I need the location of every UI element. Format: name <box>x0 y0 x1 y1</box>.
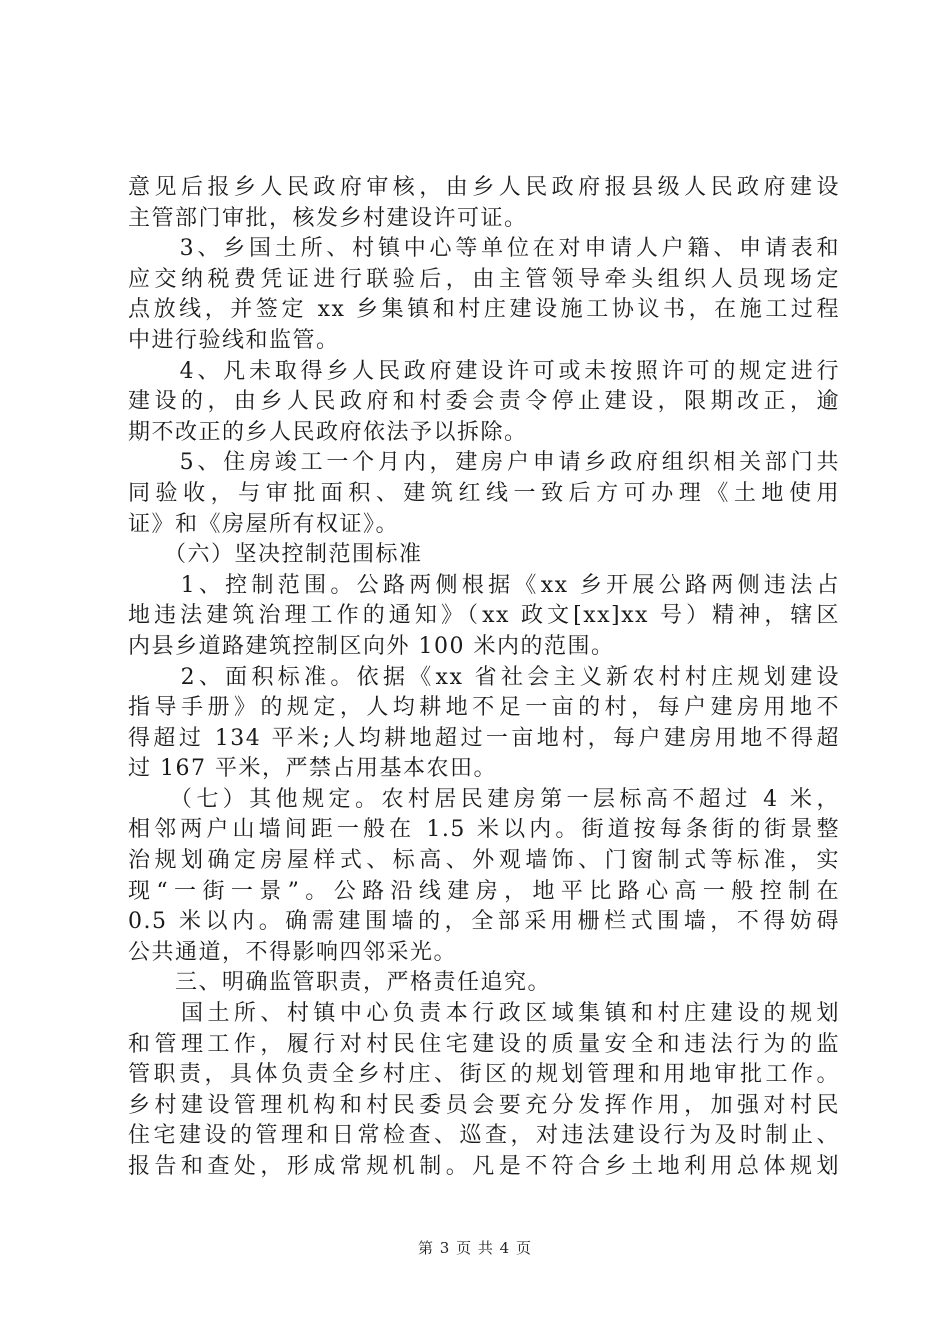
text-line: 1、控制范围。公路两侧根据《xx 乡开展公路两侧违法占 <box>128 572 840 598</box>
section-heading: （六）坚决控制范围标准 <box>128 542 423 568</box>
text-line: 主管部门审批，核发乡村建设许可证。 <box>128 205 528 231</box>
body-text <box>128 173 840 1183</box>
text-line: 和管理工作，履行对村民住宅建设的质量安全和违法行为的监 <box>128 1031 840 1057</box>
section-heading: 三、明确监管职责，严格责任追究。 <box>128 970 552 996</box>
text-line: 点放线，并签定 xx 乡集镇和村庄建设施工协议书，在施工过程 <box>128 297 840 323</box>
text-line: 地违法建筑治理工作的通知》（xx 政文[xx]xx 号）精神，辖区 <box>128 603 840 629</box>
text-line: 中进行验线和监管。 <box>128 327 340 353</box>
text-line: 4、凡未取得乡人民政府建设许可或未按照许可的规定进行 <box>128 358 840 384</box>
text-line: 建设的，由乡人民政府和村委会责令停止建设，限期改正，逾 <box>128 389 840 415</box>
text-line: 期不改正的乡人民政府依法予以拆除。 <box>128 419 528 445</box>
text-line: 现“一街一景”。公路沿线建房，地平比路心高一般控制在 <box>128 878 840 904</box>
text-line: （七）其他规定。农村居民建房第一层标高不超过 4 米， <box>128 786 840 812</box>
text-line: 过 167 平米，严禁占用基本农田。 <box>128 756 497 782</box>
text-line: 报告和查处，形成常规机制。凡是不符合乡土地利用总体规划 <box>128 1154 840 1179</box>
text-line: 住宅建设的管理和日常检查、巡查，对违法建设行为及时制止、 <box>128 1123 840 1149</box>
text-line: 2、面积标准。依据《xx 省社会主义新农村村庄规划建设 <box>128 664 840 690</box>
text-line: 内县乡道路建筑控制区向外 100 米内的范围。 <box>128 633 615 659</box>
page-number-footer: 第 3 页 共 4 页 <box>418 1239 532 1257</box>
text-line: 0.5 米以内。确需建围墙的，全部采用栅栏式围墙，不得妨碍 <box>128 909 840 935</box>
text-line: 指导手册》的规定，人均耕地不足一亩的村，每户建房用地不 <box>128 695 840 721</box>
text-line: 5、住房竣工一个月内，建房户申请乡政府组织相关部门共 <box>128 450 840 476</box>
text-line: 治规划确定房屋样式、标高、外观墙饰、门窗制式等标准，实 <box>128 848 840 874</box>
text-line: 应交纳税费凭证进行联验后，由主管领导牵头组织人员现场定 <box>128 266 840 292</box>
text-line: 3、乡国土所、村镇中心等单位在对申请人户籍、申请表和 <box>128 236 840 262</box>
text-line: 相邻两户山墙间距一般在 1.5 米以内。街道按每条街的街景整 <box>128 817 840 843</box>
text-line: 得超过 134 平米;人均耕地超过一亩地村，每户建房用地不得超 <box>128 725 840 751</box>
text-line: 意见后报乡人民政府审核，由乡人民政府报县级人民政府建设 <box>128 175 840 200</box>
text-line: 管职责，具体负责全乡村庄、街区的规划管理和用地审批工作。 <box>128 1062 840 1088</box>
text-line: 同验收，与审批面积、建筑红线一致后方可办理《土地使用 <box>128 480 840 506</box>
text-line: 公共通道，不得影响四邻采光。 <box>128 939 458 965</box>
text-line: 证》和《房屋所有权证》。 <box>128 511 400 537</box>
text-line: 乡村建设管理机构和村民委员会要充分发挥作用，加强对村民 <box>128 1092 840 1118</box>
text-line: 国土所、村镇中心负责本行政区域集镇和村庄建设的规划 <box>128 1001 840 1027</box>
